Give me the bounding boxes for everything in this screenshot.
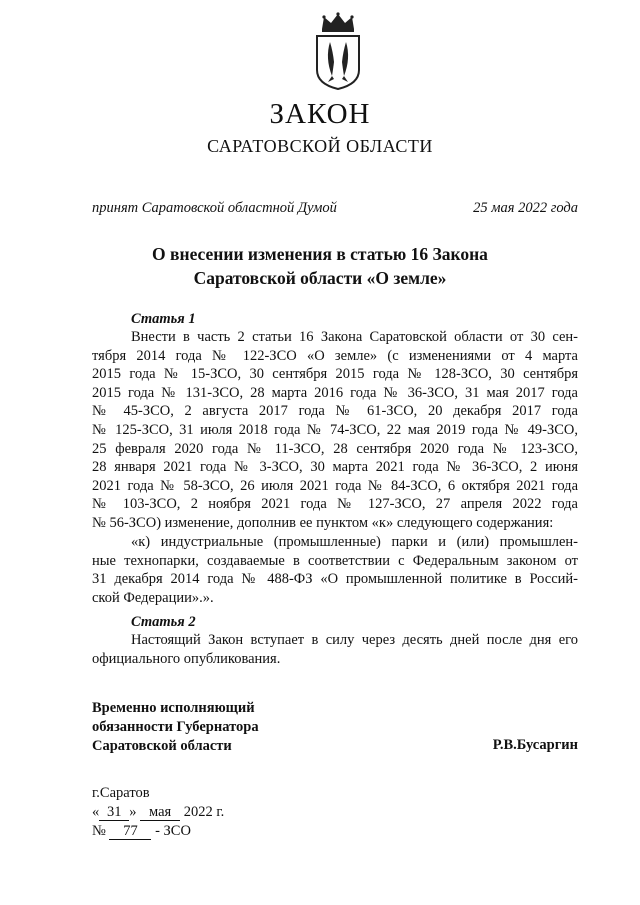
signer-position-line: Саратовской области: [92, 738, 232, 754]
article-1-heading: Статья 1: [131, 311, 196, 327]
open-quote: «: [92, 804, 100, 820]
text-line: 2021 года № 58-ЗСО, 26 июля 2021 года № 84-ЗСО, 6 октября 2021 года: [92, 477, 578, 494]
text-line: № 125-ЗСО, 31 июля 2018 года № 74-ЗСО, 22 мая 2019 года № 49-ЗСО,: [92, 421, 578, 438]
text-line: Внести в часть 2 статьи 16 Закона Саратовской области от 30 сен-: [131, 329, 578, 345]
text-line: ской Федерации».».: [92, 589, 214, 606]
signer-name: Р.В.Бусаргин: [492, 737, 578, 753]
article-1-paragraph-2: [92, 533, 578, 607]
text-line: ные технопарки, создаваемые в соответствии с Федеральным законом от: [92, 552, 578, 569]
text-line: № 56-ЗСО) изменение, дополнив ее пунктом «к» следующего содержания:: [92, 514, 554, 531]
article-1-paragraph-1: [92, 328, 578, 533]
document-subtitle: САРАТОВСКОЙ ОБЛАСТИ: [207, 136, 433, 156]
adoption-date: 25 мая 2022 года: [473, 200, 578, 216]
text-line: «к) индустриальные (промышленные) парки и (или) промышлен-: [131, 534, 578, 550]
law-number: [92, 822, 224, 841]
signing-date: [92, 803, 224, 822]
signing-month: мая: [140, 805, 180, 821]
text-line: 2015 года № 131-ЗСО, 28 марта 2016 года № 36-ЗСО, 31 мая 2017 года: [92, 384, 578, 401]
adopted-by: принят Саратовской областной Думой: [92, 200, 337, 216]
text-line: тября 2014 года № 122-ЗСО «О земле» (с изменениями от 4 марта: [92, 347, 578, 364]
coat-of-arms-icon: [313, 12, 363, 90]
text-line: 28 января 2021 года № 3-ЗСО, 30 марта 2021 года № 36-ЗСО, 2 июня: [92, 459, 578, 476]
text-line: № 45-ЗСО, 2 августа 2017 года № 61-ЗСО, 20 декабря 2017 года: [92, 403, 578, 420]
signing-year: 2022 г.: [183, 804, 225, 820]
article-2-paragraph: [92, 631, 578, 668]
signing-day: 31: [99, 805, 129, 821]
number-value: 77: [109, 824, 151, 840]
number-prefix: №: [92, 823, 106, 839]
text-line: 2015 года № 15-ЗСО, 30 сентября 2015 года № 128-ЗСО, 30 сентября: [92, 366, 578, 383]
close-quote: »: [129, 804, 137, 820]
number-suffix: - ЗСО: [155, 823, 191, 839]
city: г.Саратов: [92, 785, 150, 801]
text-line: официального опубликования.: [92, 650, 281, 667]
article-2-heading: Статья 2: [131, 614, 196, 630]
text-line: 31 декабря 2014 года № 488-ФЗ «О промышленной политике в Россий-: [92, 571, 578, 588]
law-title: [0, 242, 640, 290]
law-title-line: О внесении изменения в статью 16 Закона: [152, 244, 488, 264]
signer-position-line: Временно исполняющий: [92, 700, 255, 716]
text-line: Настоящий Закон вступает в силу через десять дней после дня его: [131, 632, 578, 648]
document-title: ЗАКОН: [269, 98, 371, 130]
law-title-line: Саратовской области «О земле»: [193, 268, 447, 288]
text-line: 25 февраля 2020 года № 11-ЗСО, 28 сентября 2020 года № 123-ЗСО,: [92, 440, 578, 457]
signer-position: [92, 699, 259, 756]
place-and-registration: [92, 784, 224, 841]
signer-position-line: обязанности Губернатора: [92, 719, 259, 735]
text-line: № 103-ЗСО, 2 ноября 2021 года № 127-ЗСО, 27 апреля 2022 года: [92, 496, 578, 513]
